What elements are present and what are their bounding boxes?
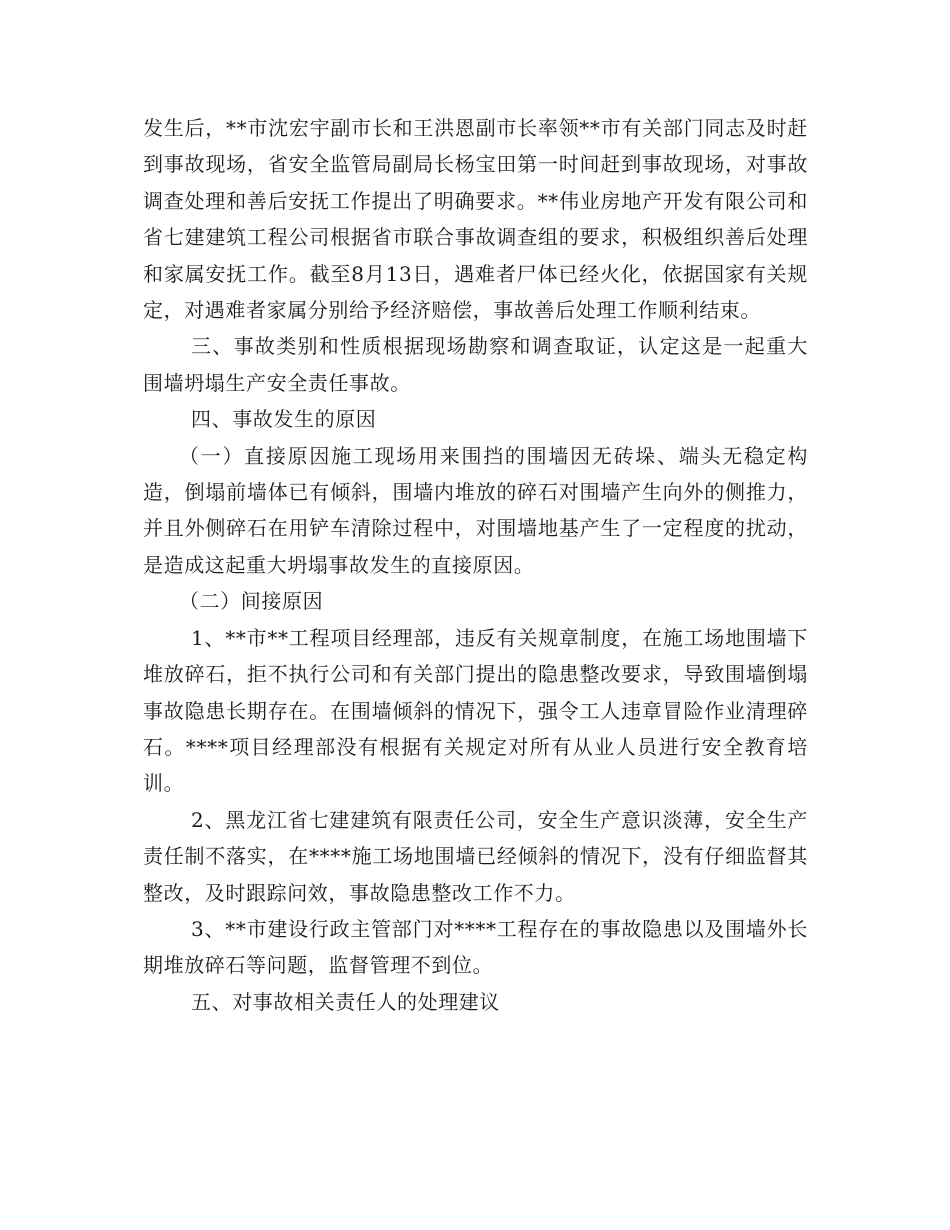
section-heading-causes: 四、事故发生的原因: [191, 407, 377, 432]
paragraph-aftermath: 发生后，**市沈宏宇副市长和王洪恩副市长率领**市有关部门同志及时赶到事故现场，省安全监管局副局长杨宝田第一时间赶到事故现场，对事故调查处理和善后安抚工作提出了明确要求。**伟业房地产开发有限公司和省七建建筑工程公司根据省市联合事故调查组的要求，积极组织善后处理和家属安抚工作。截至8月13日，遇难者尸体已经火化，依据国家有关规定，对遇难者家属分别给予经济赔偿，事故善后处理工作顺利结束。: [143, 116, 808, 323]
paragraph-indirect-cause-3: 3、**市建设行政主管部门对****工程存在的事故隐患以及围墙外长期堆放碎石等问题，监督管理不到位。: [143, 916, 808, 978]
paragraph-direct-cause: （一）直接原因施工现场用来围挡的围墙因无砖垛、端头无稳定构造，倒塌前墙体已有倾斜，围墙内堆放的碎石对围墙产生向外的侧推力，并且外侧碎石在用铲车清除过程中，对围墙地基产生了一定程度的扰动，是造成这起重大坍塌事故发生的直接原因。: [143, 443, 808, 577]
section-heading-responsibility: 五、对事故相关责任人的处理建议: [191, 989, 500, 1014]
paragraph-indirect-cause-1: 1、**市**工程项目经理部，违反有关规章制度，在施工场地围墙下堆放碎石，拒不执行公司和有关部门提出的隐患整改要求，导致围墙倒塌事故隐患长期存在。在围墙倾斜的情况下，强令工人违章冒险作业清理碎石。****项目经理部没有根据有关规定对所有从业人员进行安全教育培训。: [143, 625, 808, 796]
paragraph-indirect-cause-2: 2、黑龙江省七建建筑有限责任公司，安全生产意识淡薄，安全生产责任制不落实，在****施工场地围墙已经倾斜的情况下，没有仔细监督其整改，及时跟踪问效，事故隐患整改工作不力。: [143, 807, 808, 905]
subheading-indirect-cause: （二）间接原因: [179, 589, 324, 614]
paragraph-accident-category: 三、事故类别和性质根据现场勘察和调查取证，认定这是一起重大围墙坍塌生产安全责任事故。: [143, 334, 808, 395]
document-body: [143, 110, 808, 1020]
